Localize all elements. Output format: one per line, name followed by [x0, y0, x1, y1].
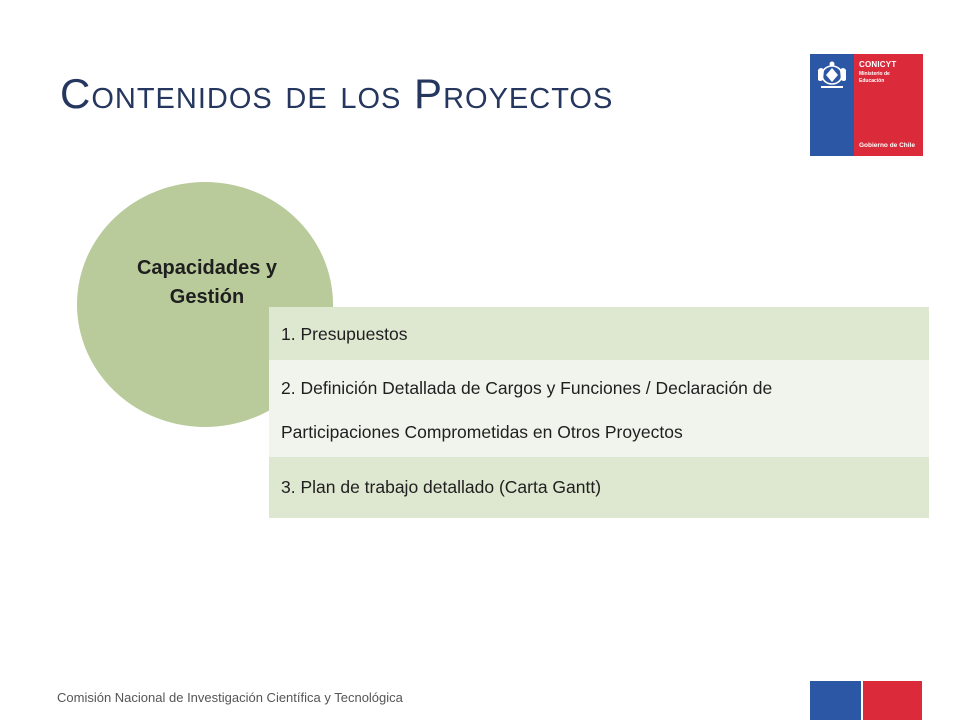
list-item-text-line1: 2. Definición Detallada de Cargos y Funciones / Declaración de — [281, 378, 773, 398]
circle-label-line2: Gestión — [169, 286, 245, 308]
coat-of-arms-icon — [815, 60, 849, 90]
logo-ministry-line2: Educación — [859, 78, 885, 84]
logo-ministry-line1: Ministerio de — [859, 71, 890, 77]
footer-flag-blue — [810, 681, 861, 720]
logo-red-panel — [854, 54, 923, 156]
logo-government: Gobierno de Chile — [859, 142, 915, 149]
circle-label-line1: Capacidades y — [136, 257, 278, 279]
list-item — [269, 360, 929, 457]
logo-ministry — [859, 71, 919, 85]
logo-brand: CONICYT — [859, 60, 897, 69]
conicyt-logo — [810, 54, 923, 156]
logo-blue-panel — [810, 54, 854, 156]
list-item — [269, 457, 929, 518]
list-item-text-line2: Participaciones Comprometidas en Otros Proyectos — [281, 422, 683, 442]
slide-title: Contenidos de los Proyectos — [60, 70, 614, 117]
list-item — [269, 307, 929, 360]
category-circle-label — [112, 254, 302, 312]
content-list — [269, 307, 929, 518]
footer-flag-bar — [810, 681, 922, 720]
footer-flag-red — [863, 681, 922, 720]
list-item-text: 3. Plan de trabajo detallado (Carta Gantt) — [281, 477, 602, 497]
footer-text: Comisión Nacional de Investigación Científica y Tecnológica — [57, 690, 403, 705]
list-item-text: 1. Presupuestos — [281, 324, 408, 344]
